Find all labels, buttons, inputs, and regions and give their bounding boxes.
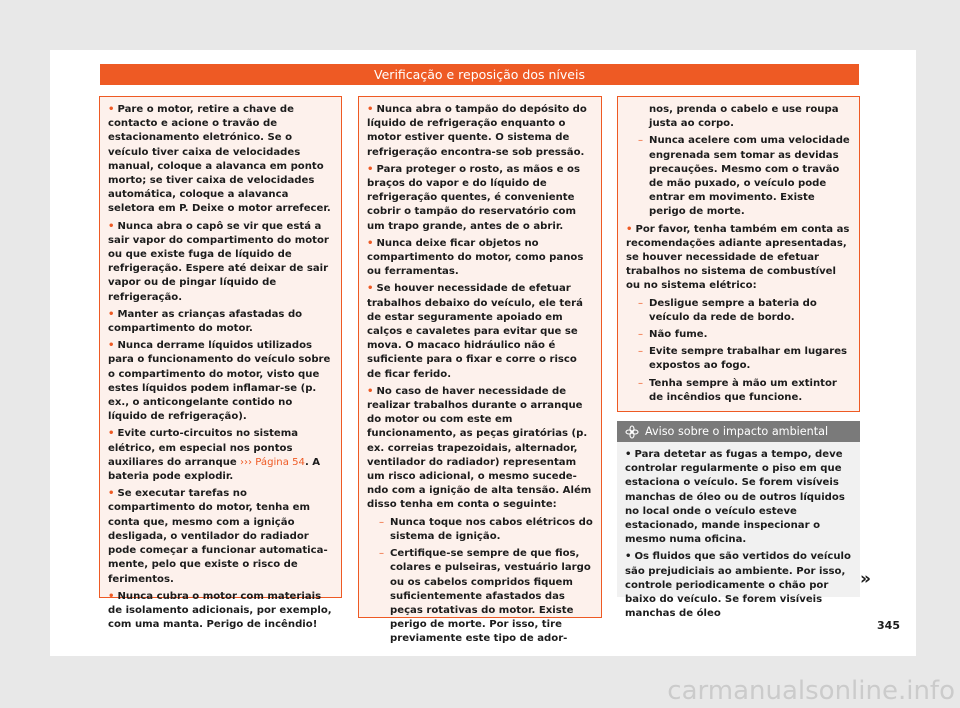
sub-list-item-text: Nunca acelere com uma velocidade engrenada sem tomar as devidas precauções. Mesmo com o travão de mão puxado, o veículo pode entrar em movimento. Existe perigo de morte. <box>649 135 850 218</box>
list-item-text: No caso de haver necessidade de realizar trabalhos durante o arranque do motor ou com este em funcionamento, as peças giratórias (p. ex. correias trapezoidais, alternador, ventilador do radiador) representam um risco adicional, o mesmo sucedendo com a ignição de alta tensão. Além disso tenha em conta o seguinte: <box>367 385 592 511</box>
sub-list-item <box>626 134 851 219</box>
list-item-text: Nunca deixe ficar objetos no compartimento do motor, como panos ou ferramentas. <box>367 237 584 278</box>
warning-box-2 <box>358 96 602 645</box>
bullet-icon: • <box>367 385 374 397</box>
bullet-icon: • <box>108 590 115 602</box>
bullet-icon: • <box>625 449 632 460</box>
bullet-icon: • <box>367 283 374 295</box>
sub-list-item <box>367 516 593 544</box>
bullet-icon: • <box>367 163 374 175</box>
dash-icon: – <box>379 516 385 528</box>
list-item-text: Evite curto-circuitos no sistema elétrico, em especial nos pontos auxiliares do arranque <box>108 428 299 468</box>
sub-list-item <box>626 328 851 342</box>
list-item <box>626 223 851 294</box>
watermark: carmanualsonline.info <box>667 676 955 706</box>
bullet-icon: • <box>626 223 633 235</box>
list-item-text: Manter as crianças afastadas do compartimento do motor. <box>108 308 303 335</box>
list-item-text: Nunca abra o capô se vir que está a sair vapor do compartimento do motor ou que existe fuga de líquido de refrigeração. Espere até deixar de sair vapor ou de pingar líquido de refrigeração. <box>108 220 329 303</box>
warning-box-1 <box>99 96 342 631</box>
list-item-text: Para proteger o rosto, as mãos e os braços do vapor e do líquido de refrigeração quentes, é conveniente cobrir o tampão do reservatório com um trapo grande, antes de o abrir. <box>367 163 580 232</box>
list-item <box>108 220 333 305</box>
dash-icon: – <box>638 297 644 309</box>
sub-list-item-text: Desligue sempre a bateria do veículo da rede de bordo. <box>649 297 817 323</box>
sub-list-item <box>367 547 593 646</box>
sub-list-item <box>626 377 851 405</box>
list-item <box>108 487 333 586</box>
section-title: Verificação e reposição dos níveis <box>100 64 859 85</box>
sub-list-item-text: Nunca toque nos cabos elétricos do sistema de ignição. <box>390 516 593 542</box>
dash-icon: – <box>638 377 644 389</box>
list-item <box>108 427 333 484</box>
page-number: 345 <box>877 619 900 632</box>
bullet-icon: • <box>108 428 115 440</box>
list-item <box>367 385 593 513</box>
list-item-text: Se executar tarefas no compartimento do motor, tenha em conta que, mesmo com a ignição desligada, o ventilador do radiador pode começar a funcionar automaticamente, pelo que existe o risco de ferimentos. <box>108 488 328 585</box>
list-item-text: Se houver necessidade de efetuar trabalhos debaixo do veículo, ele terá de estar seguramente apoiado em calços e cavaletes para evitar que se mova. O macaco hidráulico não é suficiente para o fixar e corre o risco de ficar ferido. <box>367 283 583 380</box>
warning-box-3 <box>617 96 860 412</box>
list-item <box>625 550 852 621</box>
bullet-icon: • <box>108 308 115 320</box>
list-item-text: Por favor, tenha também em conta as recomendações adiante apresentadas, se houver necessidade de efetuar trabalhos no sistema de combustível ou no sistema elétrico: <box>626 223 850 292</box>
list-item-text: . A bateria pode explodir. <box>108 456 321 483</box>
environment-notice-body <box>617 442 860 621</box>
list-item <box>108 590 333 633</box>
list-item <box>367 163 593 234</box>
list-item-text: Nunca derrame líquidos utilizados para o funcionamento do veículo sobre o compartimento do motor, visto que estes líquidos podem inflamar-se (p. ex., o anticongelante contido no líquido de refrigeração). <box>108 340 331 423</box>
bullet-icon: • <box>367 237 374 249</box>
list-item <box>625 448 852 547</box>
dash-icon: – <box>638 135 644 147</box>
dash-icon: – <box>638 346 644 358</box>
sub-list-item-text: Evite sempre trabalhar em lugares expostos ao fogo. <box>649 346 848 372</box>
list-item <box>367 237 593 280</box>
sub-list-item <box>626 297 851 325</box>
list-item-text: Nunca abra o tampão do depósito do líquido de refrigeração enquanto o motor estiver quente. O sistema de refrigeração encontra-se sob pressão. <box>367 104 587 158</box>
list-item <box>367 103 593 160</box>
sub-list-item-text: Não fume. <box>649 329 708 341</box>
list-item <box>108 339 333 424</box>
list-item <box>367 282 593 381</box>
dash-icon: – <box>638 329 644 341</box>
page-link[interactable]: Página 54 <box>255 456 305 468</box>
bullet-icon: • <box>625 551 632 563</box>
sub-list-item-text: Tenha sempre à mão um extintor de incêndios que funcione. <box>649 377 837 403</box>
reference-arrow: ››› <box>236 456 256 468</box>
bullet-icon: • <box>108 488 115 500</box>
environment-notice-header <box>617 421 860 442</box>
list-item-text: Nunca cubra o motor com materiais de isolamento adicionais, por exemplo, com uma manta. Perigo de incêndio! <box>108 590 332 631</box>
list-item-text: Pare o motor, retire a chave de contacto e acione o travão de estacionamento eletrónico. Se o veículo tiver caixa de velocidades manual, coloque a alavanca em ponto morto; se tiver caixa de velocidades automática, coloque a alavanca seletora em P. Deixe o motor arrefecer. <box>108 104 331 215</box>
continued-arrow-icon: » <box>860 569 871 589</box>
sub-list-item-text: Certifique-se sempre de que fios, colares e pulseiras, vestuário largo ou os cabelos compridos fiquem suficientemente afastados das peças rotativas do motor. Existe perigo de morte. Por isso, tire previamente este tipo de ador- <box>390 548 591 645</box>
list-item-text: Os fluidos que são vertidos do veículo são prejudiciais ao ambiente. Por isso, controle periodicamente o chão por baixo do veículo. Se forem visíveis manchas de óleo <box>625 551 851 620</box>
sub-list-item <box>626 345 851 373</box>
list-item <box>108 103 333 217</box>
list-item <box>108 308 333 336</box>
dash-icon: – <box>379 548 385 560</box>
environment-notice-title: Aviso sobre o impacto ambiental <box>645 425 829 438</box>
list-item-text: Para detetar as fugas a tempo, deve controlar regularmente o piso em que estaciona o veículo. Se forem visíveis manchas de óleo ou de outros líquidos no local onde o veículo esteve estacionado, mande inspecionar o mesmo numa oficina. <box>625 449 845 546</box>
bullet-icon: • <box>108 220 115 232</box>
leaf-icon <box>625 425 639 439</box>
bullet-icon: • <box>367 104 374 115</box>
continued-text: nos, prenda o cabelo e use roupa justa ao corpo. <box>649 104 839 130</box>
environment-notice <box>617 421 860 620</box>
bullet-icon: • <box>108 104 115 115</box>
bullet-icon: • <box>108 340 115 352</box>
